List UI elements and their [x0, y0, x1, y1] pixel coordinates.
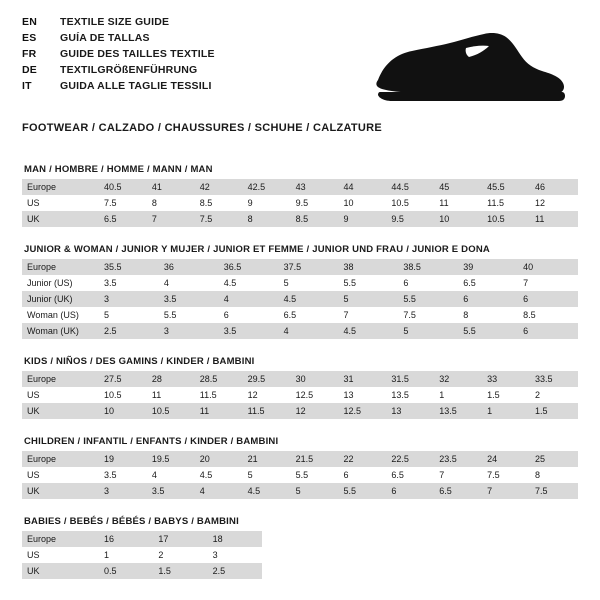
cell: 10	[338, 195, 386, 211]
cell: 7.5	[195, 211, 243, 227]
cell: 1	[99, 547, 153, 563]
cell: 3	[99, 483, 147, 499]
cell: 13.5	[386, 387, 434, 403]
cell: 6.5	[386, 467, 434, 483]
cell: 9.5	[291, 195, 339, 211]
cell: 12	[291, 403, 339, 419]
cell: 42.5	[243, 179, 291, 195]
cell: 10.5	[482, 211, 530, 227]
cell: 2	[530, 387, 578, 403]
cell: 23.5	[434, 451, 482, 467]
table-row	[22, 531, 262, 547]
cell: 10	[434, 211, 482, 227]
row-label: Junior (UK)	[22, 291, 99, 307]
cell: 7	[339, 307, 399, 323]
cell: 22.5	[386, 451, 434, 467]
language-title-list	[22, 16, 215, 96]
cell: 11	[530, 211, 578, 227]
size-table-children	[22, 451, 578, 499]
section-junior-woman	[22, 244, 578, 339]
cell: 8.5	[291, 211, 339, 227]
cell: 45.5	[482, 179, 530, 195]
cell: 11.5	[482, 195, 530, 211]
language-code: DE	[22, 64, 37, 76]
cell: 7	[518, 275, 578, 291]
cell: 21.5	[291, 451, 339, 467]
table-row	[22, 467, 578, 483]
cell: 9.5	[386, 211, 434, 227]
cell: 5	[398, 323, 458, 339]
cell: 1.5	[482, 387, 530, 403]
cell: 4.5	[195, 467, 243, 483]
cell: 3.5	[159, 291, 219, 307]
cell: 5	[279, 275, 339, 291]
row-label: UK	[22, 211, 99, 227]
cell: 31	[338, 371, 386, 387]
cell: 8	[243, 211, 291, 227]
size-table-babies	[22, 531, 262, 579]
cell: 2.5	[208, 563, 262, 579]
cell: 31.5	[386, 371, 434, 387]
cell: 7.5	[482, 467, 530, 483]
table-row	[22, 275, 578, 291]
cell: 5	[291, 483, 339, 499]
cell: 1	[434, 387, 482, 403]
cell: 1	[482, 403, 530, 419]
language-title: TEXTILGRÖßENFÜHRUNG	[60, 64, 198, 76]
cell: 4.5	[243, 483, 291, 499]
row-label: US	[22, 547, 99, 563]
section-man	[22, 164, 578, 227]
cell: 3	[99, 291, 159, 307]
table-row	[22, 387, 578, 403]
cell: 19.5	[147, 451, 195, 467]
section-title: BABIES / BEBÉS / BÉBÉS / BABYS / BAMBINI	[24, 516, 239, 527]
cell: 10.5	[386, 195, 434, 211]
cell: 2.5	[99, 323, 159, 339]
cell: 45	[434, 179, 482, 195]
cell: 3.5	[219, 323, 279, 339]
section-title: KIDS / NIÑOS / DES GAMINS / KINDER / BAMBINI	[24, 356, 255, 367]
cell: 13	[386, 403, 434, 419]
table-row	[22, 371, 578, 387]
cell: 8.5	[518, 307, 578, 323]
table-row	[22, 179, 578, 195]
cell: 7.5	[99, 195, 147, 211]
cell: 10.5	[147, 403, 195, 419]
cell: 8	[530, 467, 578, 483]
size-table-man	[22, 179, 578, 227]
cell: 3	[159, 323, 219, 339]
cell: 3	[208, 547, 262, 563]
cell: 13.5	[434, 403, 482, 419]
table-row	[22, 547, 262, 563]
cell: 3.5	[99, 467, 147, 483]
row-label: US	[22, 467, 99, 483]
size-table-kids	[22, 371, 578, 419]
row-label: Woman (UK)	[22, 323, 99, 339]
cell: 24	[482, 451, 530, 467]
language-title: GUIDE DES TAILLES TEXTILE	[60, 48, 215, 60]
cell: 0.5	[99, 563, 153, 579]
cell: 5	[243, 467, 291, 483]
cell: 46	[530, 179, 578, 195]
cell: 4	[195, 483, 243, 499]
language-row	[22, 80, 215, 96]
language-row	[22, 64, 215, 80]
section-title: JUNIOR & WOMAN / JUNIOR Y MUJER / JUNIOR ET FEMME / JUNIOR UND FRAU / JUNIOR E DONA	[24, 244, 490, 255]
cell: 38.5	[398, 259, 458, 275]
cell: 5.5	[338, 483, 386, 499]
cell: 2	[153, 547, 207, 563]
cell: 6	[338, 467, 386, 483]
cell: 33	[482, 371, 530, 387]
cell: 4.5	[279, 291, 339, 307]
cell: 42	[195, 179, 243, 195]
row-label: Europe	[22, 179, 99, 195]
cell: 6.5	[99, 211, 147, 227]
language-row	[22, 48, 215, 64]
cell: 13	[338, 387, 386, 403]
row-label: UK	[22, 403, 99, 419]
cell: 3.5	[99, 275, 159, 291]
cell: 36.5	[219, 259, 279, 275]
cell: 4	[219, 291, 279, 307]
cell: 43	[291, 179, 339, 195]
language-row	[22, 16, 215, 32]
cell: 29.5	[243, 371, 291, 387]
cell: 11	[195, 403, 243, 419]
cell: 8	[458, 307, 518, 323]
cell: 5.5	[159, 307, 219, 323]
cell: 5.5	[291, 467, 339, 483]
table-row	[22, 563, 262, 579]
section-kids	[22, 356, 578, 419]
cell: 28	[147, 371, 195, 387]
cell: 5.5	[339, 275, 399, 291]
language-code: ES	[22, 32, 37, 44]
page-header	[22, 16, 578, 110]
table-row	[22, 259, 578, 275]
cell: 6.5	[279, 307, 339, 323]
section-children	[22, 436, 578, 499]
cell: 12.5	[291, 387, 339, 403]
cell: 6	[458, 291, 518, 307]
cell: 25	[530, 451, 578, 467]
cell: 5.5	[458, 323, 518, 339]
size-table-junior-woman	[22, 259, 578, 339]
language-title: TEXTILE SIZE GUIDE	[60, 16, 170, 28]
cell: 38	[339, 259, 399, 275]
cell: 12.5	[338, 403, 386, 419]
language-row	[22, 32, 215, 48]
cell: 6	[219, 307, 279, 323]
cell: 27.5	[99, 371, 147, 387]
row-label: Woman (US)	[22, 307, 99, 323]
cell: 4	[147, 467, 195, 483]
table-row	[22, 323, 578, 339]
table-row	[22, 403, 578, 419]
cell: 7	[147, 211, 195, 227]
cell: 11.5	[243, 403, 291, 419]
cell: 41	[147, 179, 195, 195]
cell: 20	[195, 451, 243, 467]
section-title: MAN / HOMBRE / HOMME / MANN / MAN	[24, 164, 213, 175]
cell: 9	[243, 195, 291, 211]
cell: 8.5	[195, 195, 243, 211]
row-label: UK	[22, 563, 99, 579]
cell: 21	[243, 451, 291, 467]
cell: 7.5	[530, 483, 578, 499]
table-row	[22, 291, 578, 307]
cell: 44.5	[386, 179, 434, 195]
cell: 22	[338, 451, 386, 467]
cell: 3.5	[147, 483, 195, 499]
row-label: Europe	[22, 259, 99, 275]
cell: 44	[338, 179, 386, 195]
cell: 5.5	[398, 291, 458, 307]
cell: 6.5	[458, 275, 518, 291]
cell: 4	[279, 323, 339, 339]
language-code: EN	[22, 16, 37, 28]
language-title: GUÍA DE TALLAS	[60, 32, 150, 44]
cell: 8	[147, 195, 195, 211]
row-label: Junior (US)	[22, 275, 99, 291]
cell: 28.5	[195, 371, 243, 387]
cell: 6.5	[434, 483, 482, 499]
cell: 7.5	[398, 307, 458, 323]
cell: 16	[99, 531, 153, 547]
cell: 9	[338, 211, 386, 227]
table-row	[22, 483, 578, 499]
section-title: CHILDREN / INFANTIL / ENFANTS / KINDER / BAMBINI	[24, 436, 279, 447]
cell: 6	[518, 323, 578, 339]
cell: 12	[530, 195, 578, 211]
cell: 10.5	[99, 387, 147, 403]
cell: 4.5	[339, 323, 399, 339]
cell: 32	[434, 371, 482, 387]
cell: 30	[291, 371, 339, 387]
cell: 12	[243, 387, 291, 403]
row-label: Europe	[22, 531, 99, 547]
cell: 35.5	[99, 259, 159, 275]
table-row	[22, 195, 578, 211]
cell: 7	[434, 467, 482, 483]
cell: 10	[99, 403, 147, 419]
cell: 6	[518, 291, 578, 307]
cell: 19	[99, 451, 147, 467]
cell: 11.5	[195, 387, 243, 403]
language-title: GUIDA ALLE TAGLIE TESSILI	[60, 80, 212, 92]
language-title-list-body	[22, 16, 215, 96]
cell: 1.5	[530, 403, 578, 419]
row-label: US	[22, 195, 99, 211]
table-row	[22, 307, 578, 323]
row-label: Europe	[22, 451, 99, 467]
dress-shoe-icon	[370, 24, 570, 110]
cell: 37.5	[279, 259, 339, 275]
page-title: FOOTWEAR / CALZADO / CHAUSSURES / SCHUHE / CALZATURE	[22, 122, 383, 134]
cell: 4	[159, 275, 219, 291]
cell: 7	[482, 483, 530, 499]
table-row	[22, 451, 578, 467]
cell: 33.5	[530, 371, 578, 387]
cell: 36	[159, 259, 219, 275]
cell: 17	[153, 531, 207, 547]
table-row	[22, 211, 578, 227]
row-label: Europe	[22, 371, 99, 387]
cell: 11	[434, 195, 482, 211]
cell: 1.5	[153, 563, 207, 579]
language-code: FR	[22, 48, 37, 60]
cell: 40.5	[99, 179, 147, 195]
language-code: IT	[22, 80, 32, 92]
cell: 11	[147, 387, 195, 403]
cell: 39	[458, 259, 518, 275]
section-babies	[22, 516, 578, 579]
cell: 6	[398, 275, 458, 291]
cell: 40	[518, 259, 578, 275]
row-label: UK	[22, 483, 99, 499]
cell: 4.5	[219, 275, 279, 291]
cell: 5	[99, 307, 159, 323]
cell: 5	[339, 291, 399, 307]
row-label: US	[22, 387, 99, 403]
cell: 6	[386, 483, 434, 499]
cell: 18	[208, 531, 262, 547]
